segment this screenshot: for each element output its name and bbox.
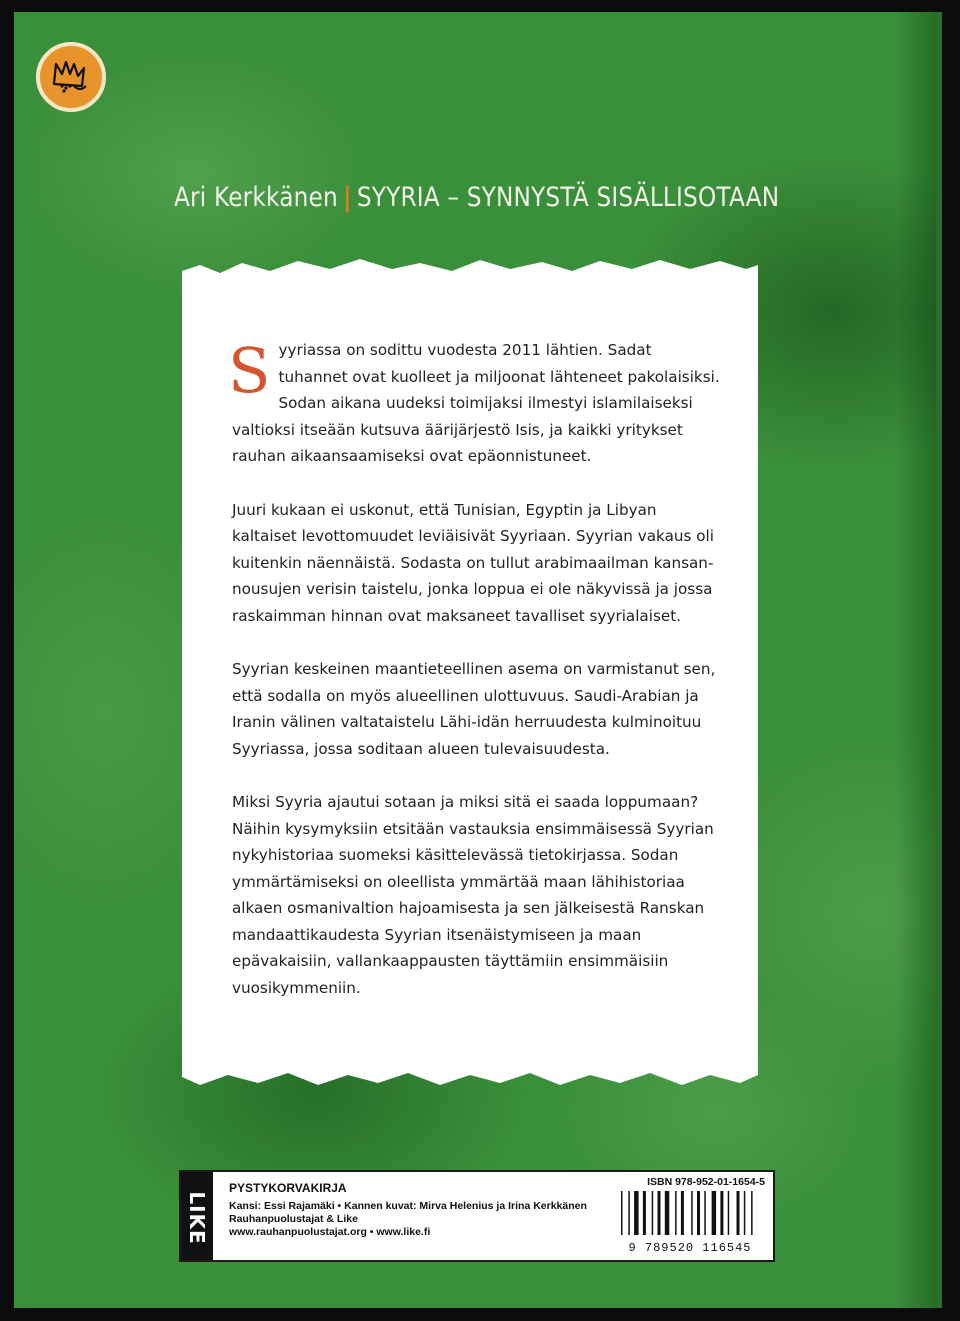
blurb-paragraph-2: Juuri kukaan ei uskonut, että Tunisian, Egyptin ja Libyan kaltaiset levottomuudet leviäisivät Syyriaan. Syyrian vakaus oli kuitenkin näennäistä. Sodasta on tullut arabimaailman kansannousujen verisin taistelu, jonka loppua ei ole näkyvissä ja jossa raskaimman hinnan ovat maksaneet tavalliset syyrialaiset.: [232, 500, 714, 625]
barcode-bar: [634, 1191, 639, 1235]
cover-edge-shade: [896, 12, 936, 1308]
cover-title-line: [174, 182, 780, 213]
title-separator: |: [343, 182, 352, 213]
barcode-bar: [697, 1191, 700, 1235]
barcode-bar: [712, 1191, 717, 1235]
logo-drawing: [40, 46, 102, 108]
dropcap-letter: S: [228, 334, 271, 407]
blurb-paragraph-1-text: yyriassa on sodittu vuodesta 2011 lähtien. Sadat tuhannet ovat kuolleet ja miljoonat lähteneet pakolaisiksi. Sodan aikana uudeksi toimijaksi ilmestyi islamilaiseksi valtioksi itseään kutsuva äärijärjestö Isis, ja kaikki yritykset rauhan aikaansaamiseksi ovat epäonnistuneet.: [232, 341, 720, 465]
barcode-bar: [704, 1191, 706, 1235]
cover-credits: Kansi: Essi Rajamäki • Kannen kuvat: Mirva Helenius ja Irina Kerkkänen: [229, 1200, 587, 1212]
barcode-bar: [744, 1191, 746, 1235]
barcode-bar: [728, 1191, 730, 1235]
barcode-digits: 9 789520 116545: [628, 1241, 752, 1255]
blurb-paragraph-3: Syyrian keskeinen maantieteellinen asema on varmistanut sen, että sodalla on myös alueellinen ulottuvuus. Saudi-Arabian ja Iranin välinen valtataistelu Lähi-idän herruudesta kulminoituu Syyriassa, jossa soditaan alueen tulevaisuudesta.: [232, 660, 716, 758]
publisher-panel: [179, 1170, 775, 1262]
series-name: PYSTYKORVAKIRJA: [229, 1181, 347, 1195]
barcode-bar: [643, 1191, 646, 1235]
like-imprint-label: LIKE: [185, 1191, 209, 1245]
barcode-bar: [720, 1191, 723, 1235]
blurb-paragraph-4: Miksi Syyria ajautui sotaan ja miksi sitä ei saada loppumaan? Näihin kysymyksiin etsitään vastauksia ensimmäisessä Syyrian nykyhistoriaa suomeksi käsittelevässä tietokirjassa. Sodan ymmärtämiseksi on oleellista ymmärtää maan lähihistoriaa alkaen osmanivaltion hajoamisesta ja sen jälkeisestä Ranskan mandaattikaudesta Syyrian itsenäistymiseen ja maan epävakaisiin, vallankaappausten täyttämiin ensimmäisiin vuosikymmeniin.: [232, 793, 714, 997]
book-title: SYYRIA – SYNNYSTÄ SISÄLLISOTAAN: [356, 182, 780, 213]
barcode-bar: [691, 1191, 693, 1235]
blurb-text: [228, 334, 722, 1028]
barcode-bars: [615, 1191, 765, 1235]
barcode-bar: [621, 1191, 623, 1235]
barcode-bar: [675, 1191, 677, 1235]
barcode-bar: [751, 1191, 753, 1235]
barcode-area: [615, 1176, 765, 1256]
book-back-cover: [14, 12, 942, 1308]
publisher-info: [229, 1182, 609, 1239]
publisher-names: Rauhanpuolustajat & Like: [229, 1213, 358, 1225]
isbn-number: ISBN 978-952-01-1654-5: [647, 1176, 765, 1188]
barcode-bar: [737, 1191, 740, 1235]
like-imprint-strip: [181, 1172, 213, 1260]
barcode-bar: [681, 1191, 684, 1235]
blurb-paper: [180, 257, 760, 1087]
barcode-bar: [652, 1191, 654, 1235]
author-name: Ari Kerkkänen: [174, 182, 338, 213]
blurb-paragraph-1: [228, 334, 722, 470]
barcode-bar: [628, 1191, 630, 1235]
publisher-websites: www.rauhanpuolustajat.org • www.like.fi: [229, 1226, 431, 1238]
barcode-bar: [658, 1191, 661, 1235]
pystykorva-dog-logo-icon: [36, 42, 106, 112]
barcode-bar: [665, 1191, 670, 1235]
